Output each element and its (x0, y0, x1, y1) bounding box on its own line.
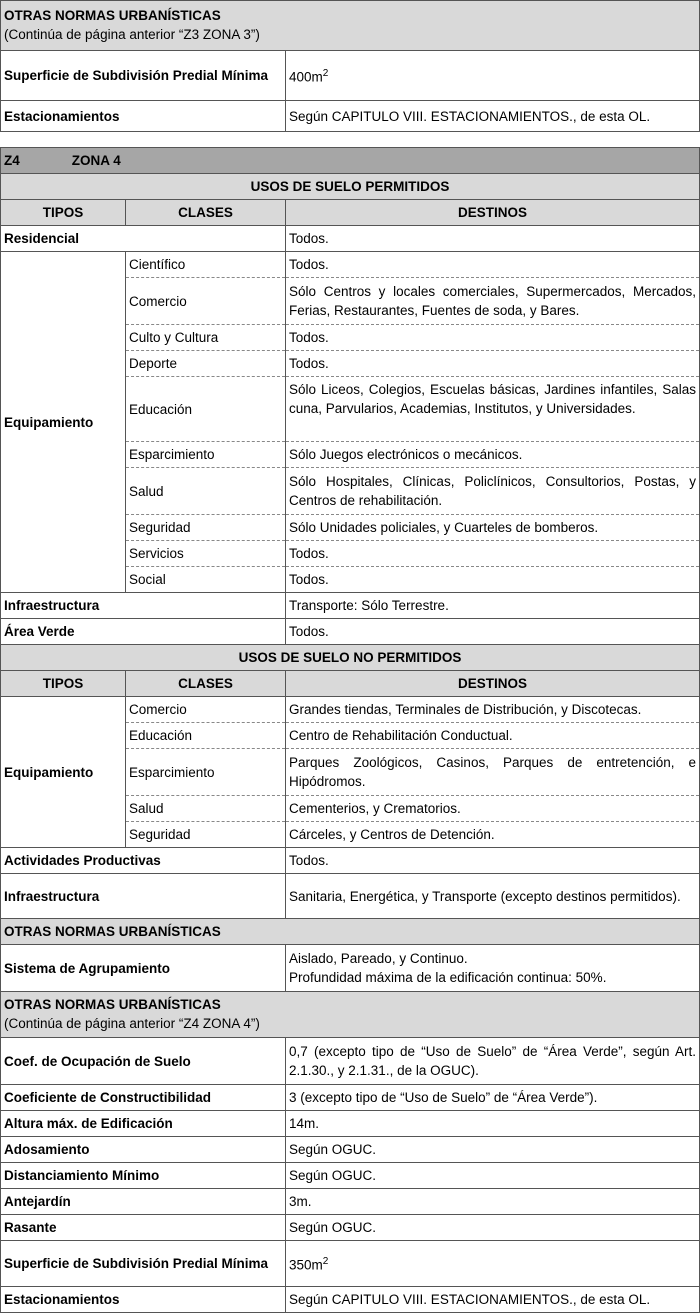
clase-cell: Culto y Cultura (126, 325, 286, 351)
norm-value (286, 1287, 700, 1313)
table-row (1, 874, 700, 919)
section-title-cell (1, 1, 700, 51)
norm-value-text: Según OGUC. (289, 1168, 377, 1183)
norm-value (286, 1111, 700, 1137)
clase-cell: Deporte (126, 351, 286, 377)
column-header-clases: CLASES (126, 671, 286, 697)
norm-row (1, 1287, 700, 1313)
norm-value-text: Según OGUC. (289, 1142, 377, 1157)
norm-value (286, 1038, 700, 1085)
norm-label: Sistema de Agrupamiento (1, 945, 286, 992)
section-title-cell (1, 992, 700, 1038)
section-header (1, 992, 700, 1038)
clase-cell: Esparcimiento (126, 442, 286, 468)
destino-cell: Grandes tiendas, Terminales de Distribución, y Discotecas. (286, 697, 700, 723)
clase-cell: Esparcimiento (126, 749, 286, 796)
norm-row (1, 945, 700, 992)
norm-label: Distanciamiento Mínimo (1, 1163, 286, 1189)
section-header (1, 1, 700, 51)
norm-value-text: 400m (289, 69, 323, 85)
section-header (1, 919, 700, 945)
norm-value (286, 101, 700, 132)
norm-row (1, 1163, 700, 1189)
norm-label: Adosamiento (1, 1137, 286, 1163)
norm-label: Coef. de Ocupación de Suelo (1, 1038, 286, 1085)
destino-cell: Todos. (286, 252, 700, 278)
table-row (1, 619, 700, 645)
norm-row (1, 1038, 700, 1085)
norm-value-text: 3m. (289, 1194, 312, 1209)
norm-value-text: Aislado, Pareado, y Continuo. (289, 951, 468, 966)
norm-label: Estacionamientos (1, 101, 286, 132)
destino-cell: Sólo Unidades policiales, y Cuarteles de bomberos. (286, 515, 700, 541)
destino-cell: Todos. (286, 351, 700, 377)
clase-cell: Salud (126, 796, 286, 822)
norm-value-text: Según CAPITULO VIII. ESTACIONAMIENTOS., de esta OL. (289, 1292, 651, 1307)
norm-value (286, 1163, 700, 1189)
clase-cell: Seguridad (126, 515, 286, 541)
norm-row (1, 1241, 700, 1287)
norm-value (286, 945, 700, 992)
norm-value-text: 14m. (289, 1116, 320, 1131)
norm-value-text: Según CAPITULO VIII. ESTACIONAMIENTOS., de esta OL. (289, 108, 651, 124)
norm-label: Superficie de Subdivisión Predial Mínima (1, 51, 286, 101)
norm-label: Altura máx. de Edificación (1, 1111, 286, 1137)
tipo-cell: Infraestructura (1, 593, 286, 619)
zone-code: Z4 (4, 153, 20, 168)
norm-value-text: 0,7 (excepto tipo de “Uso de Suelo” de “Área Verde”, según Art. 2.1.30., y 2.1.31., de la OGUC). (289, 1044, 697, 1078)
norm-row (1, 1189, 700, 1215)
norm-row (1, 1111, 700, 1137)
destino-cell: Todos. (286, 325, 700, 351)
usos-title: USOS DE SUELO NO PERMITIDOS (1, 645, 700, 671)
norm-value (286, 1085, 700, 1111)
tipo-cell: Infraestructura (1, 874, 286, 919)
table-row (1, 226, 700, 252)
norm-label: Rasante (1, 1215, 286, 1241)
destino-cell: Sólo Liceos, Colegios, Escuelas básicas, Jardines infantiles, Salas cuna, Parvularios, Academias, Institutos, y Universidades. (286, 377, 700, 442)
tipo-cell: Equipamiento (1, 697, 126, 848)
section-subtitle: (Continúa de página anterior “Z3 ZONA 3”) (4, 27, 260, 42)
destino-cell: Todos. (286, 848, 700, 874)
norm-label: Antejardín (1, 1189, 286, 1215)
clase-cell: Educación (126, 723, 286, 749)
destino-cell: Centro de Rehabilitación Conductual. (286, 723, 700, 749)
clase-cell: Servicios (126, 541, 286, 567)
section-title: OTRAS NORMAS URBANÍSTICAS (4, 8, 221, 23)
destino-cell: Cárceles, y Centros de Detención. (286, 822, 700, 848)
norm-row (1, 51, 700, 101)
destino-cell: Todos. (286, 226, 700, 252)
section-title-cell: OTRAS NORMAS URBANÍSTICAS (1, 919, 700, 945)
tipo-cell: Equipamiento (1, 252, 126, 593)
zone-name: ZONA 4 (71, 153, 121, 168)
norm-value (286, 1137, 700, 1163)
column-headers (1, 200, 700, 226)
top-norms-table (0, 0, 700, 132)
destino-cell: Transporte: Sólo Terrestre. (286, 593, 700, 619)
tipo-cell: Residencial (1, 226, 286, 252)
usos-title-row (1, 645, 700, 671)
column-header-tipos: TIPOS (1, 671, 126, 697)
zone-header (1, 148, 700, 174)
norm-value-text: Según OGUC. (289, 1220, 377, 1235)
tipo-cell: Actividades Productivas (1, 848, 286, 874)
column-header-destinos: DESTINOS (286, 200, 700, 226)
norm-value (286, 51, 700, 101)
destino-cell: Todos. (286, 619, 700, 645)
clase-cell: Científico (126, 252, 286, 278)
clase-cell: Social (126, 567, 286, 593)
destino-cell: Cementerios, y Crematorios. (286, 796, 700, 822)
table-row (1, 697, 700, 723)
column-headers (1, 671, 700, 697)
norm-value-text: 3 (excepto tipo de “Uso de Suelo” de “Área Verde”). (289, 1090, 598, 1105)
clase-cell: Educación (126, 377, 286, 442)
destino-cell: Todos. (286, 567, 700, 593)
destino-cell: Parques Zoológicos, Casinos, Parques de entretención, e Hipódromos. (286, 749, 700, 796)
norm-value (286, 1189, 700, 1215)
clase-cell: Comercio (126, 278, 286, 325)
table-row (1, 593, 700, 619)
usos-title: USOS DE SUELO PERMITIDOS (1, 174, 700, 200)
norm-label: Superficie de Subdivisión Predial Mínima (1, 1241, 286, 1287)
destino-cell: Todos. (286, 541, 700, 567)
norm-label: Estacionamientos (1, 1287, 286, 1313)
destino-cell: Sólo Hospitales, Clínicas, Policlínicos, Consultorios, Postas, y Centros de rehabilitación. (286, 468, 700, 515)
norm-value (286, 1215, 700, 1241)
norm-row (1, 1085, 700, 1111)
destino-cell: Sólo Centros y locales comerciales, Supermercados, Mercados, Ferias, Restaurantes, Fuentes de soda, y Bares. (286, 278, 700, 325)
norm-row (1, 1215, 700, 1241)
table-row (1, 252, 700, 278)
zone-4-table (0, 147, 700, 1313)
norm-label: Coeficiente de Constructibilidad (1, 1085, 286, 1111)
destino-cell: Sanitaria, Energética, y Transporte (excepto destinos permitidos). (286, 874, 700, 919)
column-header-clases: CLASES (126, 200, 286, 226)
usos-title-row (1, 174, 700, 200)
table-row (1, 848, 700, 874)
destino-cell: Sólo Juegos electrónicos o mecánicos. (286, 442, 700, 468)
norm-value-text-2: Profundidad máxima de la edificación continua: 50%. (289, 970, 607, 985)
norm-row (1, 101, 700, 132)
clase-cell: Comercio (126, 697, 286, 723)
section-title: OTRAS NORMAS URBANÍSTICAS (4, 997, 221, 1012)
superscript: 2 (322, 1256, 329, 1268)
column-header-destinos: DESTINOS (286, 671, 700, 697)
norm-row (1, 1137, 700, 1163)
superscript: 2 (322, 68, 329, 80)
zone-title (1, 148, 700, 174)
column-header-tipos: TIPOS (1, 200, 126, 226)
tipo-cell: Área Verde (1, 619, 286, 645)
section-subtitle: (Continúa de página anterior “Z4 ZONA 4”) (4, 1016, 260, 1031)
clase-cell: Seguridad (126, 822, 286, 848)
norm-value-text: 350m (289, 1257, 323, 1273)
norm-value (286, 1241, 700, 1287)
clase-cell: Salud (126, 468, 286, 515)
